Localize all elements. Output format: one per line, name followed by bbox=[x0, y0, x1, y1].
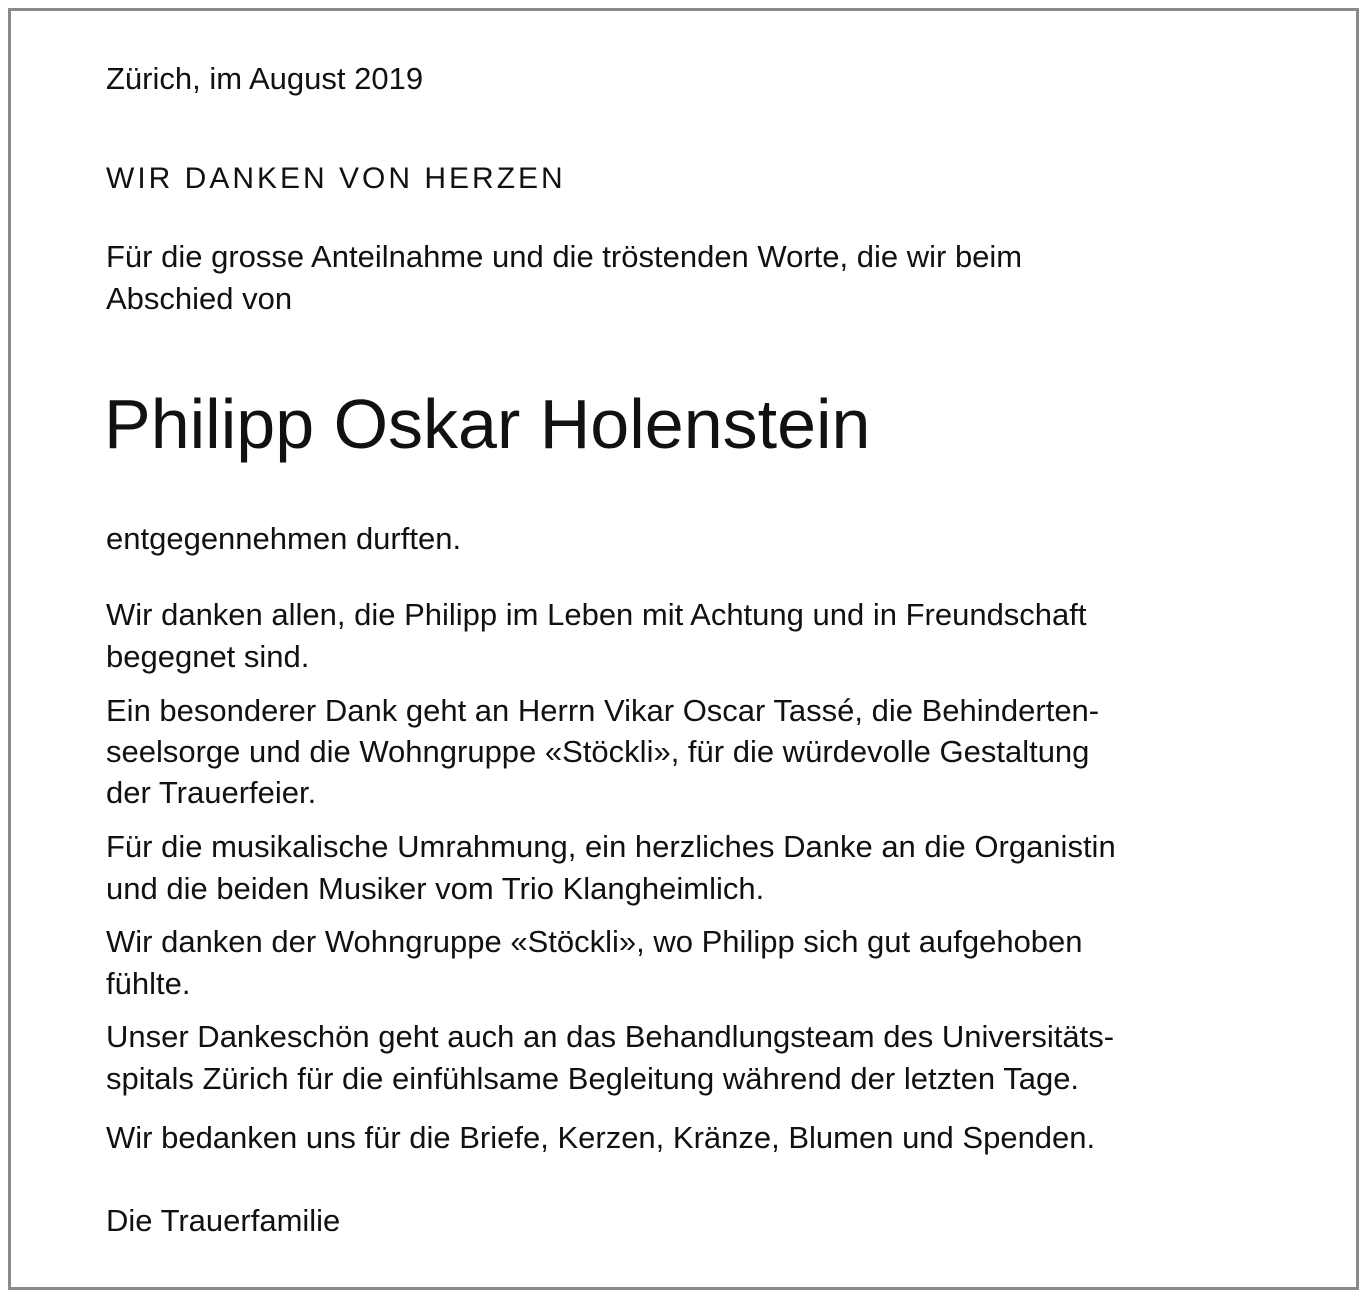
intro-line-2: Abschied von bbox=[106, 281, 293, 316]
paragraph-2-line-1: Ein besonderer Dank geht an Herrn Vikar Oscar Tassé, die Behinderten- bbox=[106, 693, 1100, 728]
paragraph-2-line-3: der Trauerfeier. bbox=[106, 775, 317, 810]
paragraph-2-line-2: seelsorge und die Wohngruppe «Stöckli», für die würdevolle Gestaltung bbox=[106, 734, 1090, 769]
paragraph-3-line-2: und die beiden Musiker vom Trio Klangheimlich. bbox=[106, 871, 765, 906]
paragraph-4-line-2: fühlte. bbox=[106, 966, 191, 1001]
intro-line-1: Für die grosse Anteilnahme und die tröstenden Worte, die wir beim bbox=[106, 239, 1023, 274]
paragraph-3-line-1: Für die musikalische Umrahmung, ein herzliches Danke an die Organistin bbox=[106, 829, 1116, 864]
signature: Die Trauerfamilie bbox=[106, 1203, 341, 1238]
paragraph-5-line-2: spitals Zürich für die einfühlsame Begleitung während der letzten Tage. bbox=[106, 1061, 1080, 1096]
paragraph-5-line-1: Unser Dankeschön geht auch an das Behandlungsteam des Universitäts- bbox=[106, 1019, 1115, 1054]
paragraph-1-line-2: begegnet sind. bbox=[106, 639, 310, 674]
paragraph-4-line-1: Wir danken der Wohngruppe «Stöckli», wo Philipp sich gut aufgehoben bbox=[106, 924, 1083, 959]
after-name-text: entgegennehmen durften. bbox=[106, 521, 462, 556]
place-date: Zürich, im August 2019 bbox=[106, 61, 424, 96]
paragraph-6-line-1: Wir bedanken uns für die Briefe, Kerzen, Kränze, Blumen und Spenden. bbox=[106, 1120, 1096, 1155]
paragraph-1-line-1: Wir danken allen, die Philipp im Leben mit Achtung und in Freundschaft bbox=[106, 597, 1087, 632]
notice-heading: WIR DANKEN VON HERZEN bbox=[106, 162, 566, 195]
deceased-name: Philipp Oskar Holenstein bbox=[104, 385, 871, 463]
